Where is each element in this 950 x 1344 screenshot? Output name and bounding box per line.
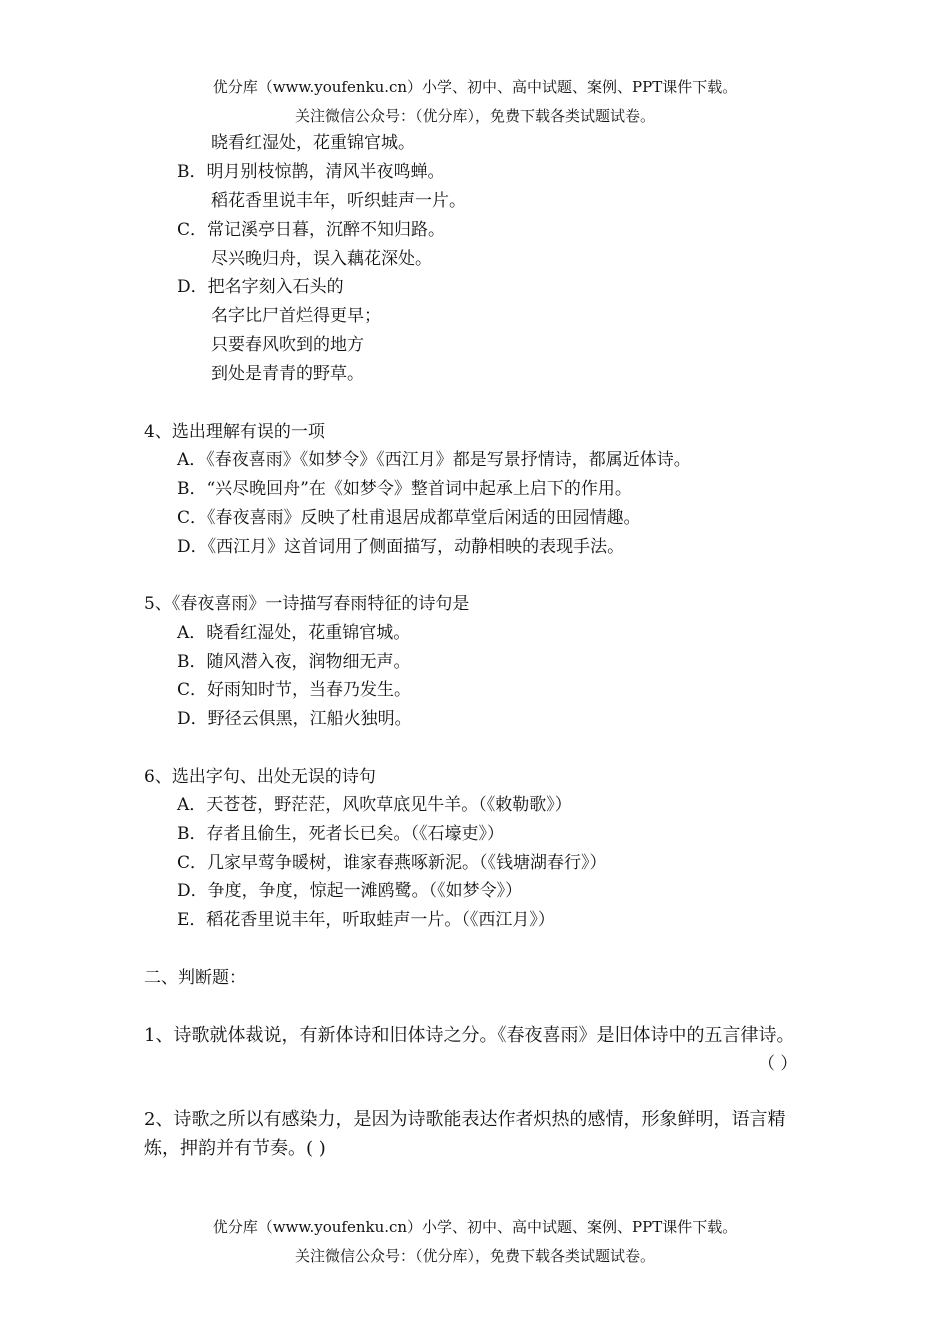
judge-item-1-answer-bracket: （ ） xyxy=(758,1054,798,1074)
q5-option-c: C．好雨知时节，当春乃发生。 xyxy=(177,680,412,700)
footer-line-2: 关注微信公众号：（优分库），免费下载各类试题试卷。 xyxy=(294,1247,655,1265)
q4-option-a: A．《春夜喜雨》《如梦令》《西江月》都是写景抒情诗，都属近体诗。 xyxy=(177,450,691,470)
q3-option-d: D．把名字刻入石头的 xyxy=(177,277,344,297)
q5-option-b: B．随风潜入夜，润物细无声。 xyxy=(177,652,411,672)
q3-option-a-line-2: 晓看红湿处，花重锦官城。 xyxy=(211,133,415,153)
q5-option-a: A．晓看红湿处，花重锦官城。 xyxy=(177,623,411,643)
q6-option-b: B．存者且偷生，死者长已矣。（《石壕吏》） xyxy=(177,824,504,844)
q3-option-c: C．常记溪亭日暮，沉醉不知归路。 xyxy=(177,220,446,240)
q3-option-d-line-4: 到处是青青的野草。 xyxy=(211,364,364,384)
footer-line-1: 优分库（www.youfenku.cn）小学、初中、高中试题、案例、PPT课件下载。 xyxy=(212,1218,738,1236)
q5-title: 5、《春夜喜雨》一诗描写春雨特征的诗句是 xyxy=(144,594,470,614)
header-line-1: 优分库（www.youfenku.cn）小学、初中、高中试题、案例、PPT课件下载。 xyxy=(212,78,738,96)
judge-item-1: 1、诗歌就体裁说，有新体诗和旧体诗之分。《春夜喜雨》是旧体诗中的五言律诗。 xyxy=(144,1025,795,1046)
q3-option-b: B．明月别枝惊鹊，清风半夜鸣蝉。 xyxy=(177,162,445,182)
q6-option-e: E．稻花香里说丰年，听取蛙声一片。（《西江月》） xyxy=(177,910,555,930)
q6-option-a: A．天苍苍，野茫茫，风吹草底见牛羊。（《敕勒歌》） xyxy=(177,795,572,815)
q4-option-d: D．《西江月》这首词用了侧面描写，动静相映的表现手法。 xyxy=(177,537,625,557)
judge-item-2-line-1: 2、诗歌之所以有感染力，是因为诗歌能表达作者炽热的感情，形象鲜明，语言精 xyxy=(144,1109,786,1130)
q3-option-d-line-2: 名字比尸首烂得更早； xyxy=(211,306,381,326)
q5-option-d: D．野径云俱黑，江船火独明。 xyxy=(177,709,412,729)
judge-item-2-line-2: 炼，押韵并有节奏。( ) xyxy=(144,1138,326,1159)
q4-option-b: B．“兴尽晚回舟”在《如梦令》整首词中起承上启下的作用。 xyxy=(177,479,632,499)
q4-option-c: C．《春夜喜雨》反映了杜甫退居成都草堂后闲适的田园情趣。 xyxy=(177,508,641,528)
q6-option-c: C．几家早莺争暖树，谁家春燕啄新泥。（《钱塘湖春行》） xyxy=(177,853,607,873)
q6-option-d: D．争度，争度，惊起一滩鸥鹭。（《如梦令》） xyxy=(177,881,523,901)
section-2-title: 二、判断题： xyxy=(144,968,246,988)
q3-option-b-line-2: 稻花香里说丰年，听织蛙声一片。 xyxy=(211,191,466,211)
q4-title: 4、选出理解有误的一项 xyxy=(144,422,325,442)
q3-option-d-line-3: 只要春风吹到的地方 xyxy=(211,335,364,355)
header-line-2: 关注微信公众号：（优分库），免费下载各类试题试卷。 xyxy=(294,107,655,125)
q6-title: 6、选出字句、出处无误的诗句 xyxy=(144,767,376,787)
q3-option-c-line-2: 尽兴晚归舟，误入藕花深处。 xyxy=(211,249,432,269)
